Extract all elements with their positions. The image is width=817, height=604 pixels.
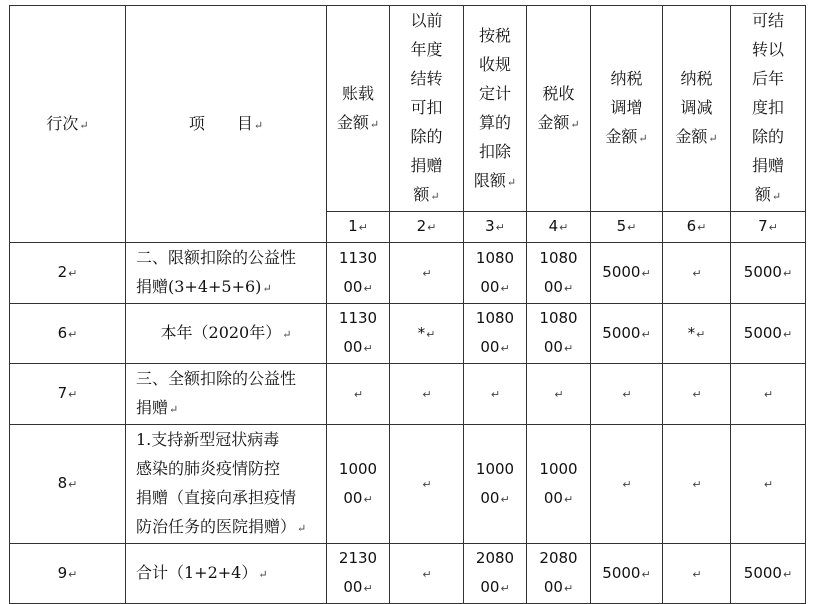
row-number: 7↵	[10, 364, 126, 425]
column-number: 6↵	[663, 212, 731, 243]
cell-c5: 5000↵	[591, 544, 663, 604]
cell-c7: 5000↵	[731, 544, 806, 604]
cell-c2: ↵	[390, 364, 464, 425]
cell-c4: 1000 00↵	[527, 425, 591, 544]
row-number: 8↵	[10, 425, 126, 544]
cell-c1: 1130 00↵	[327, 304, 390, 364]
cell-c4: ↵	[527, 364, 591, 425]
cell-c1: 1000 00↵	[327, 425, 390, 544]
row-item: 1.支持新型冠状病毒 感染的肺炎疫情防控 捐赠（直接向承担疫情 防治任务的医院捐赠）↵	[126, 425, 327, 544]
row-item: 本年（2020年）↵	[126, 304, 327, 364]
column-number: 5↵	[591, 212, 663, 243]
table-row-8	[10, 425, 806, 544]
cell-c7: 5000↵	[731, 243, 806, 304]
column-number: 7↵	[731, 212, 806, 243]
row-item: 三、全额扣除的公益性 捐赠↵	[126, 364, 327, 425]
cell-c3: 1000 00↵	[464, 425, 527, 544]
header-deduction-limit: 按税 收规 定计 算的 扣除 限额↵	[464, 6, 527, 212]
cell-c3: 1080 00↵	[464, 243, 527, 304]
donation-deduction-table	[9, 5, 806, 604]
cell-c2: ↵	[390, 243, 464, 304]
table-row-2	[10, 243, 806, 304]
cell-c6: ↵	[663, 364, 731, 425]
table-row-6	[10, 304, 806, 364]
row-number: 2↵	[10, 243, 126, 304]
column-number: 2↵	[390, 212, 464, 243]
header-book-amount: 账载 金额↵	[327, 6, 390, 212]
cell-c3: 1080 00↵	[464, 304, 527, 364]
column-number: 1↵	[327, 212, 390, 243]
cell-c1: 2130 00↵	[327, 544, 390, 604]
cell-c5: ↵	[591, 425, 663, 544]
cell-c1: 1130 00↵	[327, 243, 390, 304]
row-number: 9↵	[10, 544, 126, 604]
cell-c5: 5000↵	[591, 304, 663, 364]
cell-c2: *↵	[390, 304, 464, 364]
row-number: 6↵	[10, 304, 126, 364]
cell-c3: ↵	[464, 364, 527, 425]
row-item: 二、限额扣除的公益性 捐赠(3+4+5+6)↵	[126, 243, 327, 304]
table-row-7	[10, 364, 806, 425]
cell-c5: 5000↵	[591, 243, 663, 304]
row-item: 合计（1+2+4）↵	[126, 544, 327, 604]
cell-c6: ↵	[663, 425, 731, 544]
header-tax-amount: 税收 金额↵	[527, 6, 591, 212]
cell-c6: ↵	[663, 243, 731, 304]
cell-c3: 2080 00↵	[464, 544, 527, 604]
cell-c7: 5000↵	[731, 304, 806, 364]
column-number: 3↵	[464, 212, 527, 243]
header-row-number: 行次↵	[10, 6, 126, 243]
column-number: 4↵	[527, 212, 591, 243]
header-item: 项 目↵	[126, 6, 327, 243]
cell-c4: 2080 00↵	[527, 544, 591, 604]
cell-c6: *↵	[663, 304, 731, 364]
cell-c1: ↵	[327, 364, 390, 425]
cell-c2: ↵	[390, 544, 464, 604]
cell-c4: 1080 00↵	[527, 304, 591, 364]
header-carry-forward: 可结 转以 后年 度扣 除的 捐赠 额↵	[731, 6, 806, 212]
cell-c4: 1080 00↵	[527, 243, 591, 304]
header-row	[10, 6, 806, 212]
table-row-9	[10, 544, 806, 604]
header-tax-decrease: 纳税 调减 金额↵	[663, 6, 731, 212]
cell-c2: ↵	[390, 425, 464, 544]
cell-c7: ↵	[731, 425, 806, 544]
header-prior-year-carryover: 以前 年度 结转 可扣 除的 捐赠 额↵	[390, 6, 464, 212]
cell-c6: ↵	[663, 544, 731, 604]
cell-c7: ↵	[731, 364, 806, 425]
header-tax-increase: 纳税 调增 金额↵	[591, 6, 663, 212]
cell-c5: ↵	[591, 364, 663, 425]
